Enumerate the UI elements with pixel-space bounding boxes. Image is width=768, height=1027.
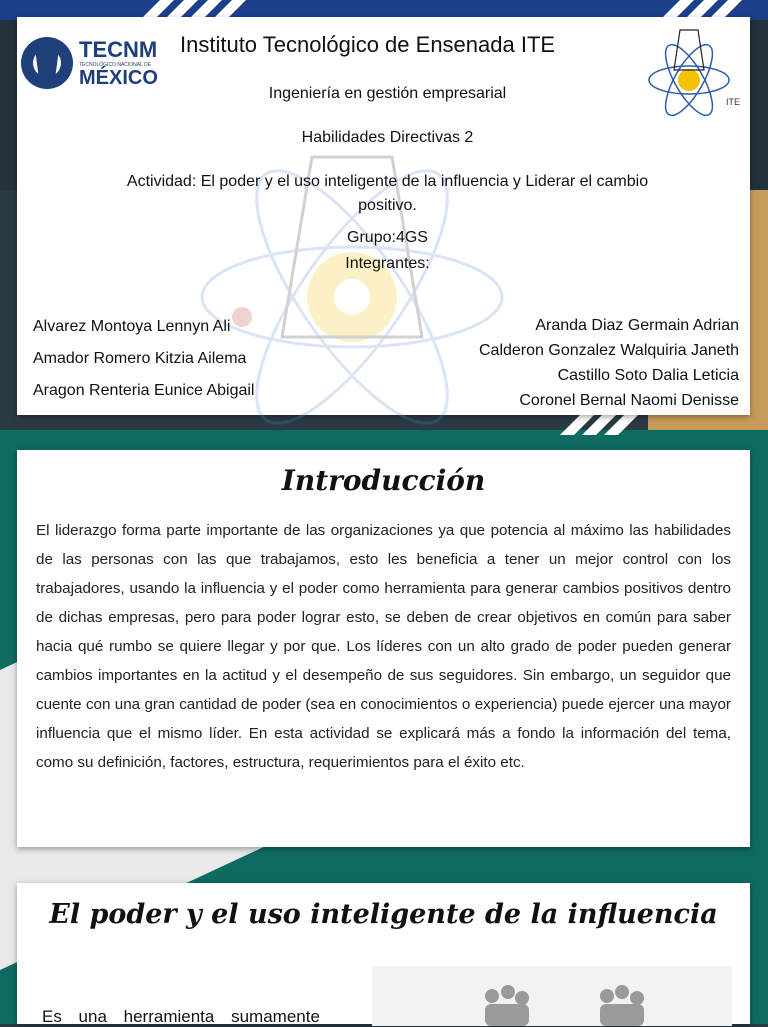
career-name: Ingeniería en gestión empresarial: [268, 85, 507, 102]
members-label: Integrantes:: [345, 255, 430, 272]
member-name: Alvarez Montoya Lennyn Ali: [33, 318, 231, 335]
ite-logo-text: ITE: [725, 97, 740, 107]
member-name: Amador Romero Kitzia Ailema: [33, 350, 247, 367]
activity-line-2: positivo.: [358, 197, 417, 214]
introduction-card: [17, 450, 750, 847]
introduction-heading: Introducción: [281, 464, 486, 497]
members-right-list: [479, 317, 739, 417]
poder-card: [17, 883, 750, 1024]
member-name: Coronel Bernal Naomi Denisse: [519, 392, 739, 409]
people-group-image: [372, 966, 732, 1026]
tecnm-brand-text: TECNM: [79, 37, 158, 62]
members-left-list: [33, 318, 254, 414]
tecnm-country-text: MÉXICO: [79, 67, 158, 89]
institution-name: Instituto Tecnológico de Ensenada ITE: [180, 32, 556, 57]
member-name: Aragon Renteria Eunice Abigail: [33, 382, 255, 399]
subject-name: Habilidades Directivas 2: [301, 129, 474, 146]
member-name: Castillo Soto Dalia Leticia: [557, 367, 739, 384]
poder-heading: El poder y el uso inteligente de la influencia: [49, 899, 718, 930]
member-name: Aranda Diaz Germain Adrian: [535, 317, 739, 334]
member-name: Calderon Gonzalez Walquiria Janeth: [479, 342, 739, 359]
activity-line-1: Actividad: El poder y el uso inteligente de la influencia y Liderar el cambio: [126, 173, 649, 190]
title-card: [17, 17, 750, 415]
introduction-body: El liderazgo forma parte importante de las organizaciones ya que potencia al máximo las habilidades de las personas con las que trabajamos, esto les beneficia a tener un mejor control con los trabajadores, usando la influencia y el poder como herramienta para generar cambios positivos dentro de dichas empresas, pero para poder lograr esto, se deben de crear objetivos en común para saber hacia qué rumbo se quiere llegar y por que. Los líderes con un alto grado de poder pueden generar cambios importantes en la actitud y el desempeño de sus seguidores. Sin embargo, un seguidor que cuente con una gran cantidad de poder (sea en conocimientos o experiencia) puede ejercer una mayor influencia que el mismo líder. En esta actividad se explicará más a fondo la información del tema, como su definición, factores, estructura, requerimientos para el éxito etc.: [36, 522, 731, 771]
tecnm-sub-text: TECNOLÓGICO NACIONAL DE: [79, 62, 152, 68]
poder-body-start: Es una herramienta sumamente: [42, 1007, 320, 1026]
ite-logo: [644, 25, 744, 125]
group-label: Grupo:4GS: [347, 229, 428, 246]
